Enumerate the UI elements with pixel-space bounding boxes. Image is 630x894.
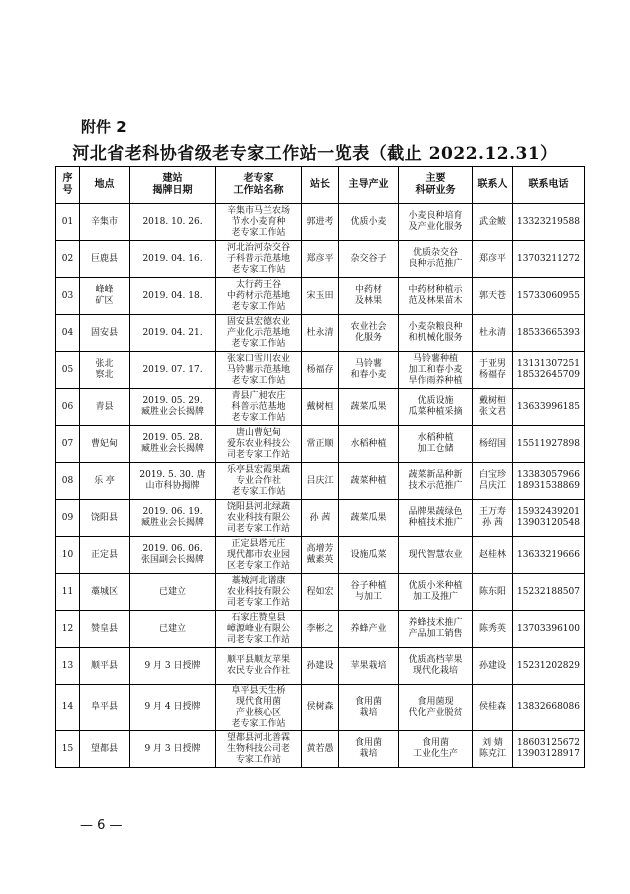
cell-index: 10 [56,537,80,574]
cell-location: 峰峰 矿区 [80,278,130,315]
cell-station-name: 饶阳县河北绿蔬 农业科技有限公 司老专家工作站 [216,500,302,537]
cell-location: 顺平县 [80,648,130,685]
cell-industry: 马铃薯 和春小麦 [339,352,399,389]
cell-research: 马铃薯种植 加工和春小麦 旱作雨养种植 [399,352,473,389]
cell-location: 赞皇县 [80,611,130,648]
cell-head: 杜永清 [302,315,339,352]
table-row [56,731,585,768]
cell-index: 03 [56,278,80,315]
cell-index: 02 [56,241,80,278]
table-row [56,500,585,537]
cell-phone: 13323219588 [513,204,585,241]
cell-phone: 15231202829 [513,648,585,685]
cell-date: 9 月 3 日授牌 [130,731,216,768]
cell-industry: 蔬菜种植 [339,463,399,500]
cell-index: 11 [56,574,80,611]
cell-date: 9 月 4 日授牌 [130,685,216,731]
table-row [56,278,585,315]
cell-research: 小麦良种培育 及产业化服务 [399,204,473,241]
cell-index: 13 [56,648,80,685]
document-title: 河北省老科协省级老专家工作站一览表（截止 2022.12.31） [72,144,558,164]
cell-contact: 戴树桓 张文君 [473,389,513,426]
cell-phone: 13633996185 [513,389,585,426]
cell-station-name: 石家庄赞皇县 嶂源峰业有限公 司老专家工作站 [216,611,302,648]
cell-industry: 蔬菜瓜果 [339,389,399,426]
cell-industry: 农业社会 化服务 [339,315,399,352]
cell-index: 07 [56,426,80,463]
cell-date: 2019. 05. 29. 臧胜业会长揭牌 [130,389,216,426]
header-industry: 主导产业 [339,167,399,204]
cell-phone: 13703211272 [513,241,585,278]
cell-date: 9 月 3 日授牌 [130,648,216,685]
cell-industry: 苹果栽培 [339,648,399,685]
table-row [56,648,585,685]
table-row [56,611,585,648]
cell-head: 郭进考 [302,204,339,241]
cell-index: 14 [56,685,80,731]
table-row [56,315,585,352]
cell-index: 15 [56,731,80,768]
cell-index: 08 [56,463,80,500]
cell-research: 优质设施 瓜菜种植采摘 [399,389,473,426]
cell-location: 张北 察北 [80,352,130,389]
cell-station-name: 张家口雪川农业 马铃薯示范基地 老专家工作站 [216,352,302,389]
cell-location: 正定县 [80,537,130,574]
cell-head: 郑彦平 [302,241,339,278]
cell-index: 09 [56,500,80,537]
cell-date: 2019. 04. 21. [130,315,216,352]
cell-industry: 优质小麦 [339,204,399,241]
cell-head: 孙 茜 [302,500,339,537]
attachment-label: 附件 2 [81,118,127,136]
table-header-row [56,167,585,204]
cell-contact: 郑彦平 [473,241,513,278]
cell-research: 小麦杂粮良种 和机械化服务 [399,315,473,352]
cell-date: 2019. 5. 30. 唐 山市科协揭牌 [130,463,216,500]
table-row [56,537,585,574]
cell-industry: 中药材 及林果 [339,278,399,315]
cell-contact: 王万寿 孙 茜 [473,500,513,537]
cell-location: 阜平县 [80,685,130,731]
cell-date: 2019. 04. 16. [130,241,216,278]
header-head: 站长 [302,167,339,204]
cell-station-name: 辛集市马兰农场 节水小麦育种 老专家工作站 [216,204,302,241]
table-row [56,241,585,278]
cell-location: 饶阳县 [80,500,130,537]
cell-contact: 白宝珍 吕庆江 [473,463,513,500]
cell-phone: 18603125672 13903128917 [513,731,585,768]
cell-head: 常正顺 [302,426,339,463]
page-number: — 6 — [80,818,123,833]
cell-station-name: 青县广昶农庄 科普示范基地 老专家工作站 [216,389,302,426]
table-row [56,463,585,500]
cell-date: 已建立 [130,574,216,611]
cell-research: 水稻种植 加工仓储 [399,426,473,463]
header-station-name: 老专家 工作站名称 [216,167,302,204]
cell-industry: 杂交谷子 [339,241,399,278]
cell-date: 2019. 04. 18. [130,278,216,315]
cell-industry: 养蜂产业 [339,611,399,648]
cell-date: 已建立 [130,611,216,648]
cell-phone: 13703396100 [513,611,585,648]
cell-date: 2019. 05. 28. 臧胜业会长揭牌 [130,426,216,463]
cell-station-name: 望都县河北善霖 生物科技公司老 专家工作站 [216,731,302,768]
cell-head: 宋玉田 [302,278,339,315]
cell-industry: 食用菌 栽培 [339,685,399,731]
cell-industry: 水稻种植 [339,426,399,463]
cell-research: 食用菌 工业化生产 [399,731,473,768]
cell-location: 望都县 [80,731,130,768]
cell-station-name: 固安县宏德农业 产业化示范基地 老专家工作站 [216,315,302,352]
cell-station-name: 乐亭县宏霞果蔬 专业合作社 老专家工作站 [216,463,302,500]
cell-research: 中药材种植示 范及林果苗木 [399,278,473,315]
cell-contact: 赵桂林 [473,537,513,574]
cell-contact: 杨绍国 [473,426,513,463]
cell-phone: 13383057966 18931538869 [513,463,585,500]
cell-location: 青县 [80,389,130,426]
cell-contact: 刘 婧 陈克江 [473,731,513,768]
cell-date: 2019. 07. 17. [130,352,216,389]
cell-phone: 18533665393 [513,315,585,352]
cell-head: 程如宏 [302,574,339,611]
cell-station-name: 唐山曹妃甸 爱东农业科技公 司老专家工作站 [216,426,302,463]
cell-contact: 武金鲅 [473,204,513,241]
cell-contact: 陈秀英 [473,611,513,648]
cell-research: 食用菌现 代化产业脱贫 [399,685,473,731]
cell-phone: 15232188507 [513,574,585,611]
cell-index: 01 [56,204,80,241]
cell-location: 藁城区 [80,574,130,611]
cell-index: 12 [56,611,80,648]
cell-date: 2019. 06. 06. 张国副会长揭牌 [130,537,216,574]
cell-index: 05 [56,352,80,389]
cell-research: 优质小米种植 加工及推广 [399,574,473,611]
header-index: 序 号 [56,167,80,204]
cell-date: 2018. 10. 26. [130,204,216,241]
cell-industry: 蔬菜瓜果 [339,500,399,537]
cell-contact: 杜永清 [473,315,513,352]
cell-contact: 孙建设 [473,648,513,685]
cell-station-name: 藁城河北谱康 农业科技有限公 司老专家工作站 [216,574,302,611]
cell-research: 优质高档苹果 现代化栽培 [399,648,473,685]
cell-location: 曹妃甸 [80,426,130,463]
table-row [56,204,585,241]
table-row [56,574,585,611]
cell-contact: 郭天苍 [473,278,513,315]
table-row [56,685,585,731]
cell-head: 侯树森 [302,685,339,731]
table-row [56,389,585,426]
cell-station-name: 河北治河杂交谷 子科普示范基地 老专家工作站 [216,241,302,278]
table-body [56,204,585,768]
cell-head: 李彬之 [302,611,339,648]
cell-head: 黄若愚 [302,731,339,768]
cell-location: 巨鹿县 [80,241,130,278]
cell-contact: 侯桂森 [473,685,513,731]
table-row [56,352,585,389]
cell-phone: 15511927898 [513,426,585,463]
header-location: 地点 [80,167,130,204]
cell-industry: 设施瓜菜 [339,537,399,574]
cell-research: 品牌果蔬绿色 种植技术推广 [399,500,473,537]
cell-research: 优质杂交谷 良种示范推广 [399,241,473,278]
cell-station-name: 顺平县顺友苹果 农民专业合作社 [216,648,302,685]
cell-location: 乐 亭 [80,463,130,500]
cell-phone: 13832668086 [513,685,585,731]
cell-station-name: 正定县塔元庄 现代都市农业园 区老专家工作站 [216,537,302,574]
cell-phone: 13633219666 [513,537,585,574]
header-contact: 联系人 [473,167,513,204]
cell-industry: 谷子种植 与加工 [339,574,399,611]
cell-research: 蔬菜新品种新 技术示范推广 [399,463,473,500]
cell-head: 吕庆江 [302,463,339,500]
cell-contact: 于亚男 杨福存 [473,352,513,389]
cell-phone: 15932439201 13903120548 [513,500,585,537]
cell-head: 戴树桓 [302,389,339,426]
cell-head: 孙建设 [302,648,339,685]
header-phone: 联系电话 [513,167,585,204]
cell-location: 辛集市 [80,204,130,241]
cell-phone: 15733060955 [513,278,585,315]
cell-contact: 陈东阳 [473,574,513,611]
cell-index: 04 [56,315,80,352]
cell-head: 高增芳 戴素英 [302,537,339,574]
cell-industry: 食用菌 栽培 [339,731,399,768]
cell-location: 固安县 [80,315,130,352]
cell-date: 2019. 06. 19. 臧胜业会长揭牌 [130,500,216,537]
cell-phone: 13131307251 18532645709 [513,352,585,389]
cell-research: 现代智慧农业 [399,537,473,574]
header-date: 建站 揭牌日期 [130,167,216,204]
cell-research: 养蜂技术推广 产品加工销售 [399,611,473,648]
cell-station-name: 太行药王谷 中药材示范基地 老专家工作站 [216,278,302,315]
expert-station-table [55,166,585,768]
header-research: 主要 科研业务 [399,167,473,204]
cell-index: 06 [56,389,80,426]
cell-station-name: 阜平县天生桥 现代食用菌 产业核心区 老专家工作站 [216,685,302,731]
table-row [56,426,585,463]
cell-head: 杨福存 [302,352,339,389]
